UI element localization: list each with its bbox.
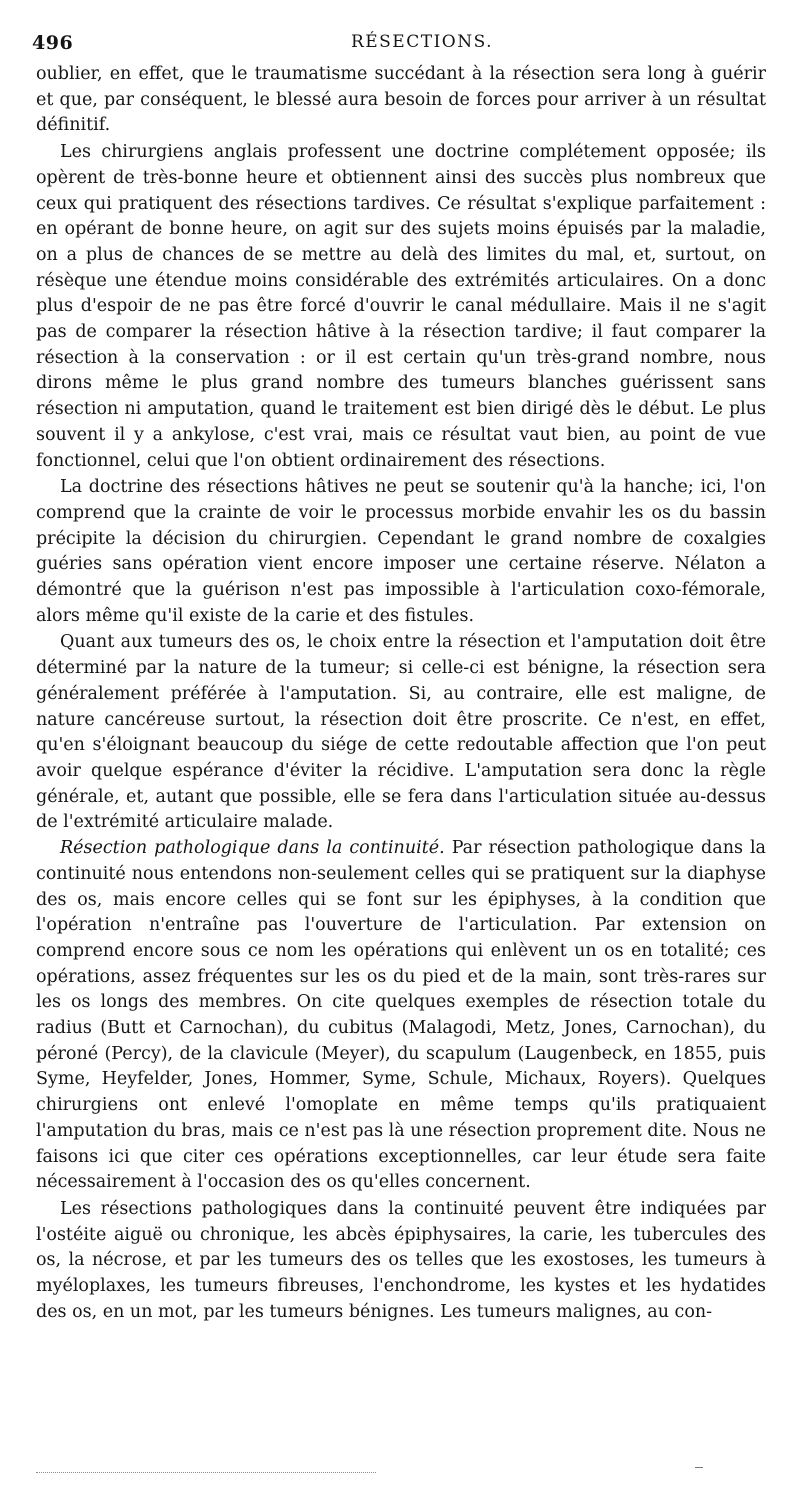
paragraph-hip-resection: La doctrine des résections hâtives ne peut se soutenir qu'à la hanche; ici, l'on comprend que la crainte de voir le processus morbide envahir les os du bassin précipite la décision du chirurgien. Cependant le grand nombre de coxalgies guéries sans opération vient encore imposer une certaine réserve. Nélaton a démontré que la guérison n'est pas impossible à l'articulation coxo-fémorale, alors même qu'il existe de la carie et des fistules. — [36, 477, 766, 626]
paragraph-indications: Les résections pathologiques dans la continuité peuvent être indiquées par l'ostéite aiguë ou chronique, les abcès épiphysaires, la carie, les tubercules des os, la nécrose, et par les tumeurs des os telles que les exostoses, les tumeurs à myéloplaxes, les tumeurs fibreuses, l'enchondrome, les kystes et les hydatides des os, en un mot, par les tumeurs bénignes. Les tumeurs malignes, au con- — [36, 1198, 766, 1322]
paragraph-bone-tumours: Quant aux tumeurs des os, le choix entre la résection et l'amputation doit être déterminé par la nature de la tumeur; si celle-ci est bénigne, la résection sera généralement préférée à l'amputation. Si, au contraire, elle est maligne, de nature cancéreuse surtout, la résection doit être proscrite. Ce n'est, en effet, qu'en s'éloignant beaucoup du siége de cette redoutable affection que l'on peut avoir quelque espérance d'éviter la récidive. L'amputation sera donc la règle générale, et, autant que possible, elle se fera dans l'articulation située au-dessus de l'extrémité articulaire malade. — [36, 632, 766, 833]
paragraph-continuation: oublier, en effet, que le traumatisme succédant à la résection sera long à guérir et que, par conséquent, le blessé aura besoin de forces pour arriver à un résultat définitif. — [36, 64, 766, 136]
paragraph-english-surgeons: Les chirurgiens anglais professent une doctrine complétement opposée; ils opèrent de très-bonne heure et obtiennent ainsi des succès plus nombreux que ceux qui pratiquent des résections tardives. Ce résultat s'explique parfaitement : en opérant de bonne heure, on agit sur des sujets moins épuisés par la maladie, on a plus de chances de se mettre au delà des limites du mal, et, surtout, on résèque une étendue moins considérable des extrémités articulaires. On a donc plus d'espoir de ne pas être forcé d'ouvrir le canal médullaire. Mais il ne s'agit pas de comparer la résection hâtive à la résection tardive; il faut comparer la résection à la conservation : or il est certain qu'un très-grand nombre, nous dirons même le plus grand nombre des tumeurs blanches guérissent sans résection ni amputation, quand le traitement est bien dirigé dès le début. Le plus souvent il y a ankylose, c'est vrai, mais ce résultat vaut bien, au point de vue fonctionnel, celui que l'on obtient ordinairement des résections. — [36, 142, 766, 471]
footer-rule — [36, 1472, 376, 1473]
section-heading: Résection pathologique dans la continuité. — [60, 838, 445, 859]
body-text — [36, 62, 766, 1325]
footer-mark — [695, 1467, 703, 1468]
section-body: Par résection pathologique dans la continuité nous entendons non-seulement celles qui se pratiquent sur la diaphyse des os, mais encore celles qui se font sur les épiphyses, à la condition que l'opération n'entraîne pas l'ouverture de l'articulation. Par extension on comprend encore sous ce nom les opérations qui enlèvent un os en totalité; ces opérations, assez fréquentes sur les os du pied et de la main, sont très-rares sur les os longs des membres. On cite quelques exemples de résection totale du radius (Butt et Carnochan), du cubitus (Malagodi, Metz, Jones, Carnochan), du péroné (Percy), de la clavicule (Meyer), du scapulum (Laugenbeck, en 1855, puis Syme, Heyfelder, Jones, Hommer, Syme, Schule, Michaux, Royers). Quelques chirurgiens ont enlevé l'omoplate en même temps qu'ils pratiquaient l'amputation du bras, mais ce n'est pas là une résection proprement dite. Nous ne faisons ici que citer ces opérations exceptionnelles, car leur étude sera faite nécessairement à l'occasion des os qu'elles concernent. — [36, 838, 766, 1193]
page-number: 496 — [32, 32, 74, 54]
paragraph-continuity-resection — [36, 836, 766, 1196]
running-title: RÉSECTIONS. — [350, 32, 494, 52]
page-header — [32, 28, 768, 58]
